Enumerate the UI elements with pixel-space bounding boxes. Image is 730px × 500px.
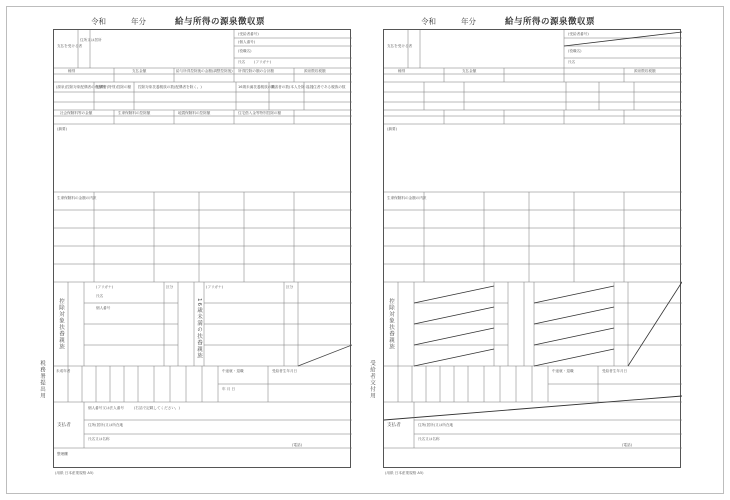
under16-count-label: 16歳未満扶養親族の数 [238,85,275,89]
housing-loan-label: 住宅借入金等特別控除の額 [238,111,282,115]
payer-label-right: 支払者 [387,423,401,428]
withholding-slip-tax-office-copy [53,16,351,475]
type-label-right: 種別 [398,69,406,73]
payee-kana-label: (フリガナ) [254,60,271,64]
personal-number-field-label: 個人番号 [96,306,111,310]
dependents-side-label: 控除対象扶養親族 [58,298,64,350]
life-insurance-detail-label: 生命保険料の金額の内訳 [57,196,97,200]
paper-size-footnote-right: (用紙 日本産業規格 A5) [385,471,424,475]
summary-label-right: (摘要) [387,127,397,131]
payer-name-label-right: 氏名又は名称 [418,437,440,441]
serial-label: 整理欄 [57,452,68,456]
payer-number-label: 個人番号又は法人番号 [88,406,124,410]
payee-name-label: 氏名 [238,60,246,64]
payer-label: 支払者 [57,423,71,428]
slip-grid-lines [54,30,352,469]
dependents-count-label: 控除対象扶養親族の数(配偶者を除く。) [138,85,202,89]
pay-amount-label-right: 支払金額 [462,69,477,73]
under16-category-label: 区分 [286,285,294,289]
era-label: 令和 [91,17,106,26]
year-suffix-label: 年分 [131,17,146,26]
minor-label: 未成年者 [56,369,71,373]
mid-year-label-right: 中途就・退職 [552,369,574,373]
payer-address-label-right: 住所(居所)又は所在地 [418,423,454,427]
receiver-birthdate-label-right: 受給者生年月日 [602,369,628,373]
life-insurance-detail-label-right: 生命保険料の金額の内訳 [387,196,427,200]
pay-amount-label: 支払金額 [132,69,147,73]
personal-number-label: (個人番号) [238,40,256,44]
slip-header-right [383,16,681,28]
receiver-number-label: (受給者番号) [238,32,259,36]
slip-title-right: 給与所得の源泉徴収票 [505,17,596,27]
spouse-special-label: 配偶者(特別)控除の額 [96,85,132,89]
receiver-number-label-right: (受給者番号) [568,32,589,36]
position-label: (役職名) [238,49,252,53]
life-insurance-label: 生命保険料の控除額 [118,111,151,115]
slip-title: 給与所得の源泉徴収票 [175,17,266,27]
spouse-label: (源泉)控除対象配偶者の有無等 [56,85,106,89]
year-suffix-label-right: 年分 [461,17,476,26]
address-label: 住所又は居所 [80,38,102,42]
deduction-total-label: 所得控除の額の合計額 [238,69,274,73]
slip-header [53,16,351,28]
withholding-slip-recipient-copy [383,16,681,475]
paper-size-footnote: (用紙 日本産業規格 A5) [55,471,94,475]
dependent-name-label: 氏名 [96,294,104,298]
kana-label: (フリガナ) [96,285,113,289]
payer-phone-label: (電話) [292,443,302,447]
under16-side-label: 16歳未満の扶養親族 [196,298,202,359]
category-label: 区分 [166,285,174,289]
non-resident-label: 非居住者である親族の数 [306,85,346,89]
recipient-copy-label: 受給者交付用 [369,360,375,399]
right-align-note: (右詰で記載してください。) [134,406,180,410]
summary-label: (摘要) [57,127,67,131]
under16-kana-label: (フリガナ) [206,285,223,289]
position-label-right: (役職名) [568,49,582,53]
type-label: 種別 [68,69,76,73]
payee-section-label-right: 支払を受ける者 [387,44,413,48]
date-columns-label: 年 月 日 [222,387,236,391]
slip-grid-right [383,29,681,468]
after-deduction-label: 給与所得控除後の金額(調整控除後) [176,69,233,73]
tax-office-copy-label: 税務署提出用 [39,360,45,399]
disabled-count-label: 障害者の数(本人を除く。) [271,85,314,89]
withholding-tax-label-right: 源泉徴収税額 [634,69,656,73]
dependents-side-label-right: 控除対象扶養親族 [388,298,394,350]
receiver-birthdate-label: 受給者生年月日 [272,369,298,373]
slip-grid-lines-right [384,30,682,469]
slip-grid [53,29,351,468]
payee-name-label-right: 氏名 [568,60,576,64]
mid-year-label: 中途就・退職 [222,369,244,373]
payer-address-label: 住所(居所)又は所在地 [88,423,124,427]
social-insurance-label: 社会保険料等の金額 [60,111,93,115]
withholding-tax-label: 源泉徴収税額 [304,69,326,73]
payer-phone-label-right: (電話) [622,443,632,447]
earthquake-insurance-label: 地震保険料の控除額 [178,111,211,115]
era-label-right: 令和 [421,17,436,26]
payee-section-label: 支払を受ける者 [57,44,83,48]
payer-name-label: 氏名又は名称 [88,437,110,441]
